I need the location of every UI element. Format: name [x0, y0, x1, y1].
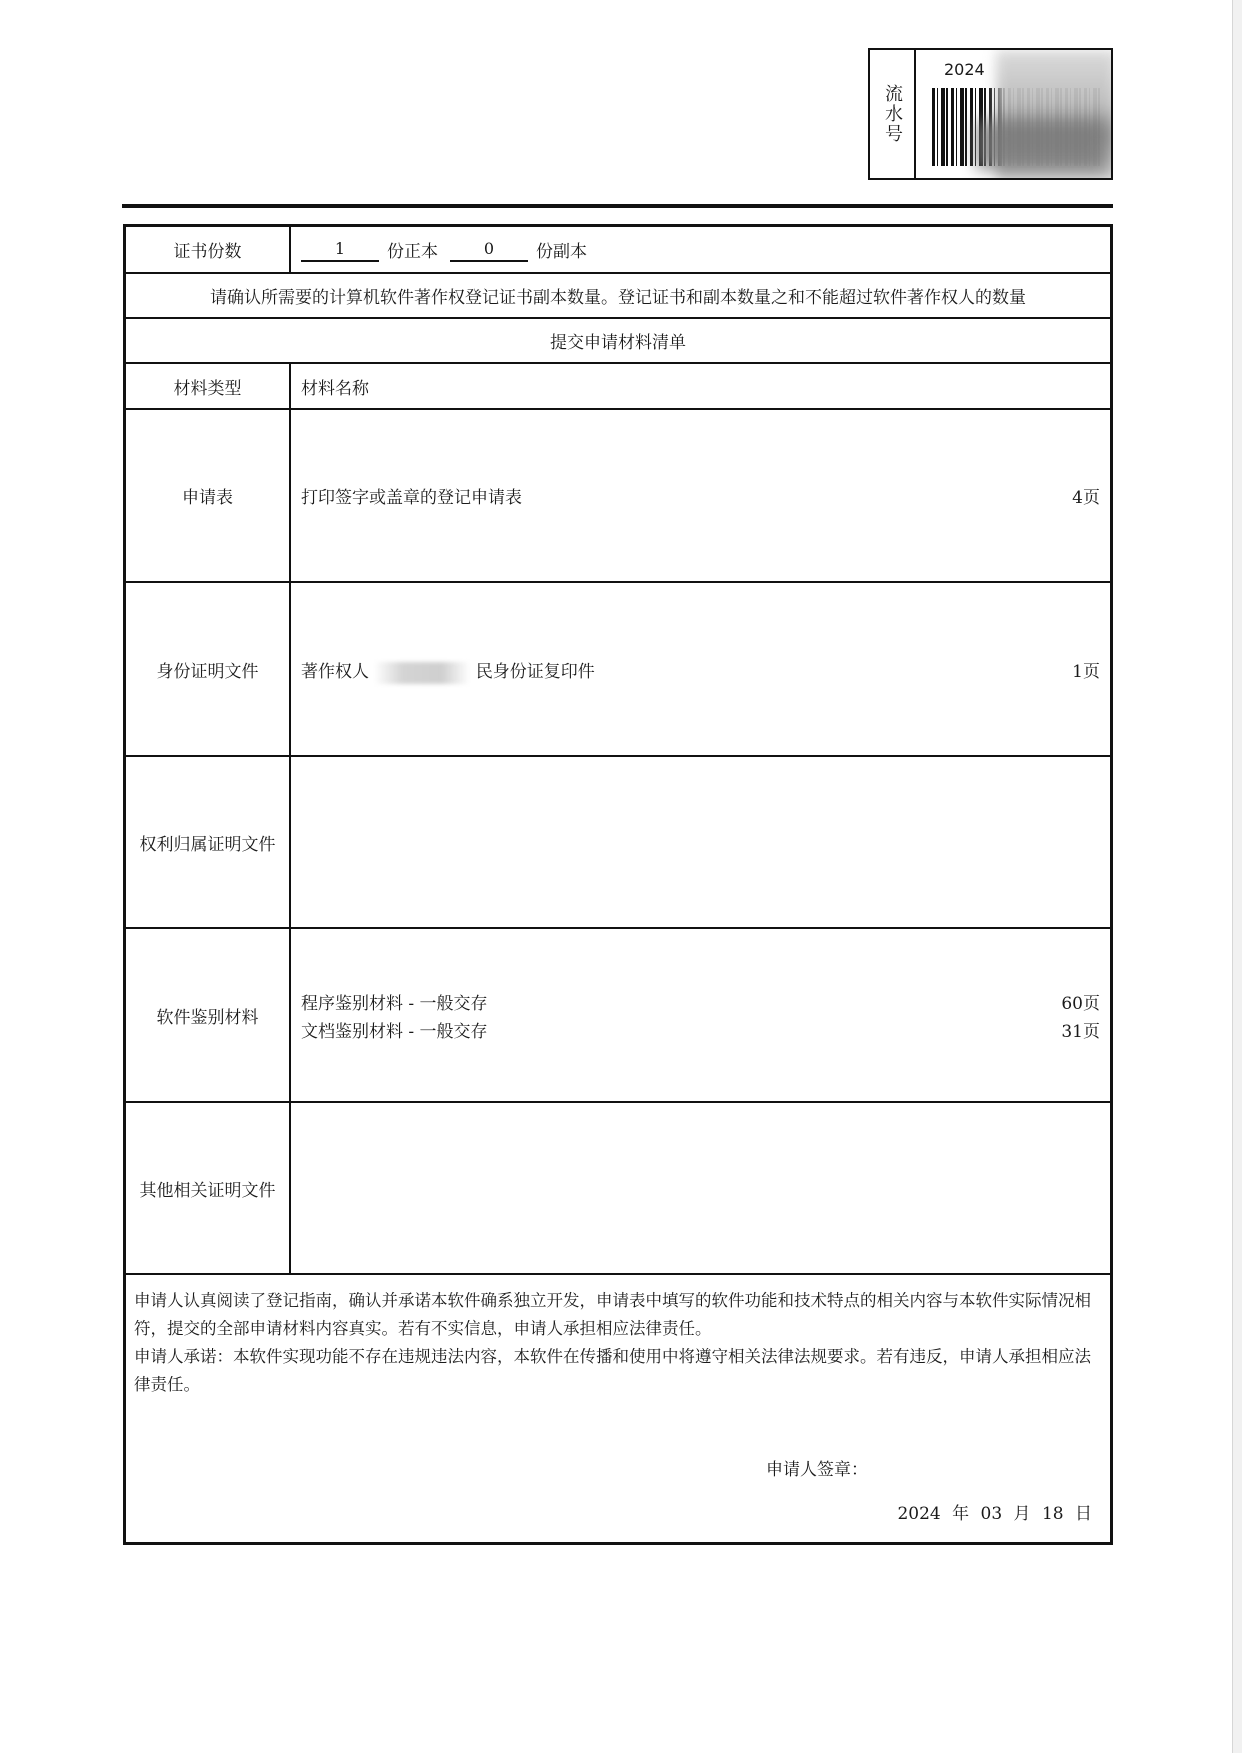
material-item-name-suffix: 民身份证复印件	[475, 662, 595, 682]
declaration-line-1: 申请人认真阅读了登记指南，确认并承诺本软件确系独立开发，申请表中填写的软件功能和技术特点的相关内容与本软件实际情况相符，提交的全部申请材料内容真实。若有不实信息，申请人承担相应法律责任。	[134, 1291, 1091, 1338]
material-row	[126, 929, 1110, 1103]
material-items	[291, 583, 1110, 755]
redacted-name	[374, 662, 470, 684]
material-item-pages: 60页	[1061, 994, 1100, 1014]
material-row	[126, 1103, 1110, 1275]
material-item	[301, 483, 1100, 508]
copy-unit: 份副本	[536, 242, 587, 262]
material-row	[126, 583, 1110, 757]
material-items	[291, 1103, 1110, 1273]
section-title: 提交申请材料清单	[550, 333, 686, 353]
material-row	[126, 757, 1110, 929]
copies-values	[291, 227, 1110, 272]
material-item	[301, 1017, 1100, 1042]
material-type: 其他相关证明文件	[126, 1103, 291, 1273]
serial-barcode-area	[916, 50, 1111, 178]
column-header-name: 材料名称	[301, 378, 369, 399]
material-item-name-prefix: 著作权人	[301, 662, 369, 682]
redacted-overlay-lower	[976, 120, 1106, 170]
material-item	[301, 657, 1100, 684]
copies-label: 证书份数	[126, 227, 291, 272]
serial-number-box	[868, 48, 1113, 180]
declaration-line-2: 申请人承诺：本软件实现功能不存在违规违法内容，本软件在传播和使用中将遵守相关法律法规要求。若有违反，申请人承担相应法律责任。	[134, 1347, 1091, 1394]
header-rule	[122, 204, 1113, 208]
section-title-row	[126, 319, 1110, 364]
column-header-type: 材料类型	[126, 364, 291, 408]
material-items	[291, 757, 1110, 927]
material-item	[301, 989, 1100, 1014]
signature-label: 申请人签章：	[766, 1460, 868, 1480]
material-row	[126, 410, 1110, 583]
notice-text: 请确认所需要的计算机软件著作权登记证书副本数量。登记证书和副本数量之和不能超过软件著作权人的数量	[210, 288, 1026, 308]
original-count: 1	[301, 238, 379, 262]
copies-row	[126, 227, 1110, 274]
material-items	[291, 929, 1110, 1101]
original-unit: 份正本	[387, 242, 438, 262]
declaration-text	[134, 1287, 1098, 1399]
column-header-row	[126, 364, 1110, 410]
material-type: 申请表	[126, 410, 291, 581]
material-item-pages: 1页	[1072, 662, 1100, 682]
materials-form	[123, 224, 1113, 1545]
declaration-date: 2024 年 03 月 18 日	[897, 1504, 1092, 1524]
material-type: 权利归属证明文件	[126, 757, 291, 927]
column-header-name-cell	[291, 364, 1110, 408]
material-items	[291, 410, 1110, 581]
serial-label: 流水号	[870, 50, 916, 178]
material-item-pages: 4页	[1072, 488, 1100, 508]
notice-row	[126, 274, 1110, 319]
material-type: 软件鉴别材料	[126, 929, 291, 1101]
material-item-name: 文档鉴别材料 - 一般交存	[301, 1022, 488, 1042]
material-type: 身份证明文件	[126, 583, 291, 755]
declaration-section	[126, 1275, 1110, 1542]
copy-count: 0	[450, 238, 528, 262]
material-item-name: 打印签字或盖章的登记申请表	[301, 488, 522, 508]
serial-number: 2024	[944, 60, 985, 79]
material-item-name: 程序鉴别材料 - 一般交存	[301, 994, 488, 1014]
material-item-pages: 31页	[1061, 1022, 1100, 1042]
